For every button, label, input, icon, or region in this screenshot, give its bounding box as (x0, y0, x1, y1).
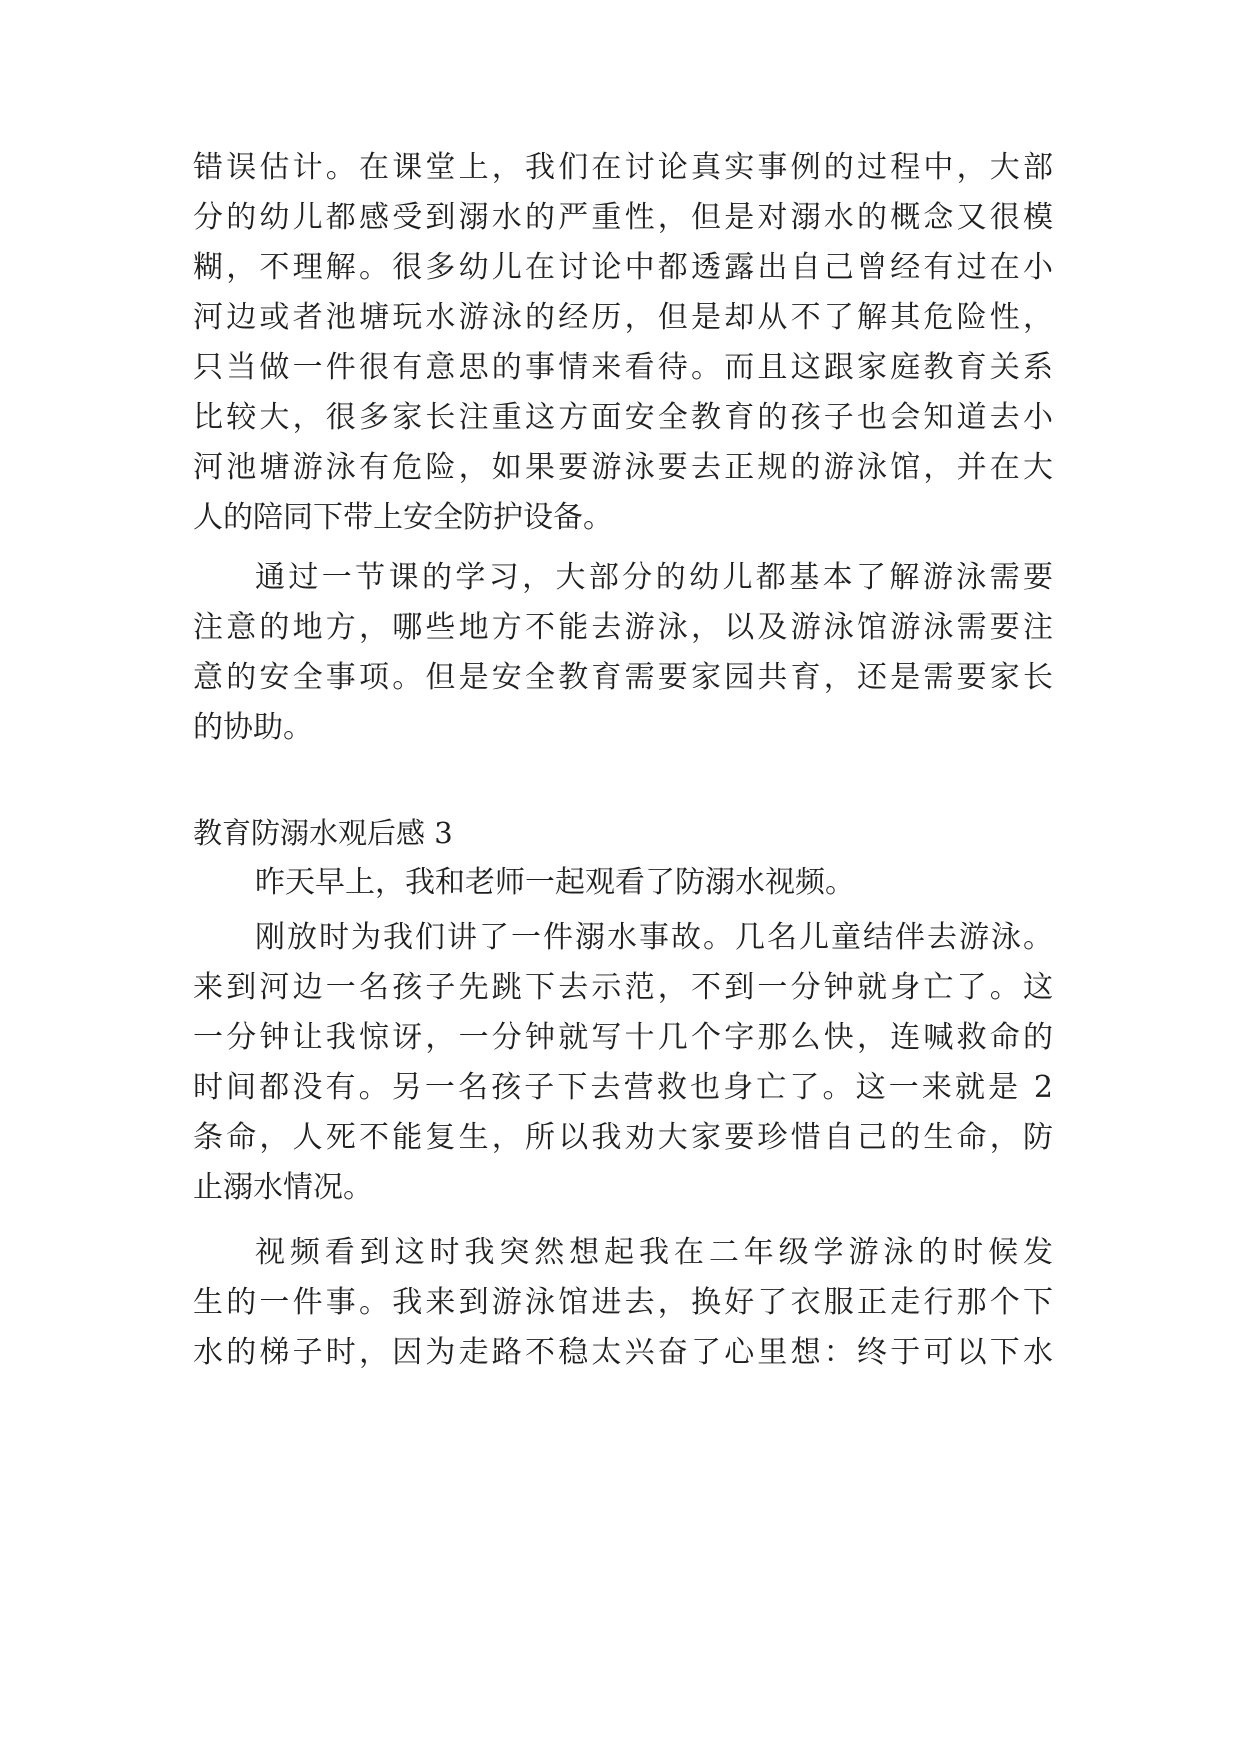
paragraph-line: 的协助。 (193, 710, 313, 745)
paragraph-line: 糊，不理解。很多幼儿在讨论中都透露出自己曾经有过在小 (193, 250, 1053, 285)
paragraph-line: 意的安全事项。但是安全教育需要家园共育，还是需要家长 (193, 660, 1053, 695)
paragraph-line: 只当做一件很有意思的事情来看待。而且这跟家庭教育关系 (193, 350, 1053, 385)
paragraph-line: 昨天早上，我和老师一起观看了防溺水视频。 (255, 865, 855, 900)
paragraph-line: 条命，人死不能复生，所以我劝大家要珍惜自己的生命，防 (193, 1120, 1053, 1155)
paragraph-line: 刚放时为我们讲了一件溺水事故。几名儿童结伴去游泳。 (255, 920, 1053, 955)
paragraph-line: 河边或者池塘玩水游泳的经历，但是却从不了解其危险性， (193, 300, 1053, 335)
paragraph-line: 来到河边一名孩子先跳下去示范，不到一分钟就身亡了。这 (193, 970, 1053, 1005)
paragraph-line: 分的幼儿都感受到溺水的严重性，但是对溺水的概念又很模 (193, 200, 1053, 235)
section-heading: 教育防溺水观后感 3 (193, 816, 453, 850)
paragraph-line: 错误估计。在课堂上，我们在讨论真实事例的过程中，大部 (193, 150, 1053, 185)
paragraph-line: 时间都没有。另一名孩子下去营救也身亡了。这一来就是 2 (193, 1070, 1053, 1105)
paragraph-line: 生的一件事。我来到游泳馆进去，换好了衣服正走行那个下 (193, 1285, 1053, 1320)
paragraph-line: 一分钟让我惊讶，一分钟就写十几个字那么快，连喊救命的 (193, 1020, 1053, 1055)
paragraph-line: 水的梯子时，因为走路不稳太兴奋了心里想：终于可以下水 (193, 1335, 1053, 1370)
paragraph-line: 比较大，很多家长注重这方面安全教育的孩子也会知道去小 (193, 400, 1053, 435)
paragraph-line: 视频看到这时我突然想起我在二年级学游泳的时候发 (255, 1235, 1053, 1270)
paragraph-line: 止溺水情况。 (193, 1170, 373, 1205)
paragraph-line: 通过一节课的学习，大部分的幼儿都基本了解游泳需要 (255, 560, 1053, 595)
paragraph-line: 人的陪同下带上安全防护设备。 (193, 500, 613, 535)
paragraph-line: 注意的地方，哪些地方不能去游泳，以及游泳馆游泳需要注 (193, 610, 1053, 645)
paragraph-line: 河池塘游泳有危险，如果要游泳要去正规的游泳馆，并在大 (193, 450, 1053, 485)
